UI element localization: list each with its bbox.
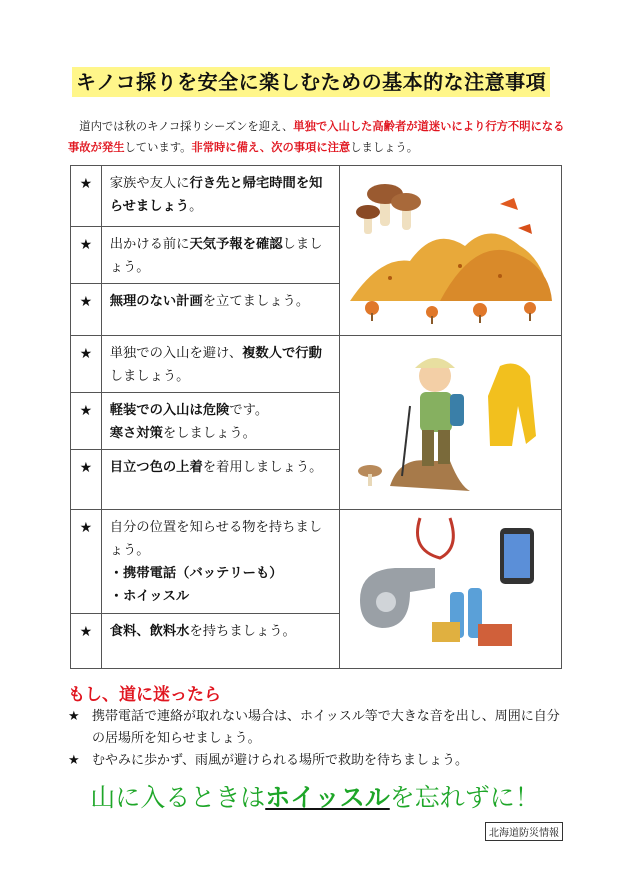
star-icon: ★	[71, 510, 102, 614]
tips-table	[70, 165, 562, 669]
lost-item: ★ むやみに歩かず、雨風が避けられる場所で救助を待ちましょう。	[68, 750, 568, 772]
intro-warning: 単独で入山した高齢者が道迷いにより行方不明になる事故が発生	[68, 120, 565, 154]
tip-location-items: 自分の位置を知らせる物を持ちましょう。 ・携帯電話（バッテリーも） ・ホイッスル	[101, 510, 339, 614]
intro-warning: 非常時に備え、次の事項に注意	[191, 141, 351, 154]
tip-group: 単独での入山を避け、複数人で行動しましょう。	[101, 336, 339, 393]
hiker-illustration	[340, 336, 562, 510]
tip-plan: 無理のない計画を立てましょう。	[101, 284, 339, 336]
page-title: キノコ採りを安全に楽しむための基本的な注意事項	[72, 67, 550, 97]
intro-part: しましょう。	[350, 141, 419, 154]
lost-section-title: もし、道に迷ったら	[68, 685, 221, 705]
tip-destination: 家族や友人に行き先と帰宅時間を知らせましょう。	[101, 166, 339, 227]
whistle-phone-illustration	[340, 510, 562, 669]
lost-item: ★ 携帯電話で連絡が取れない場合は、ホイッスル等で大きな音を出し、周囲に自分の居場所を知らせましょう。	[68, 706, 568, 750]
star-icon: ★	[71, 166, 102, 227]
star-icon: ★	[68, 753, 80, 768]
intro-part: しています。	[124, 141, 192, 154]
lost-instructions	[68, 706, 568, 772]
intro-text	[68, 116, 568, 158]
slogan-emphasis: ホイッスル	[265, 783, 390, 812]
star-icon: ★	[71, 393, 102, 450]
mushroom-mountain-illustration	[340, 166, 562, 336]
credit-label: 北海道防災情報	[485, 822, 563, 841]
star-icon: ★	[71, 336, 102, 393]
star-icon: ★	[68, 709, 80, 724]
star-icon: ★	[71, 614, 102, 669]
tip-bright-jacket: 目立つ色の上着を着用しましょう。	[101, 450, 339, 510]
tip-weather: 出かける前に天気予報を確認しましょう。	[101, 227, 339, 284]
tip-clothing: 軽装での入山は危険です。 寒さ対策をしましょう。	[101, 393, 339, 450]
slogan: 山に入るときはホイッスルを忘れずに！	[90, 783, 540, 812]
star-icon: ★	[71, 227, 102, 284]
star-icon: ★	[71, 284, 102, 336]
tip-food-water: 食料、飲料水を持ちましょう。	[101, 614, 339, 669]
intro-part: 道内では秋のキノコ採りシーズンを迎え、	[79, 120, 294, 133]
star-icon: ★	[71, 450, 102, 510]
